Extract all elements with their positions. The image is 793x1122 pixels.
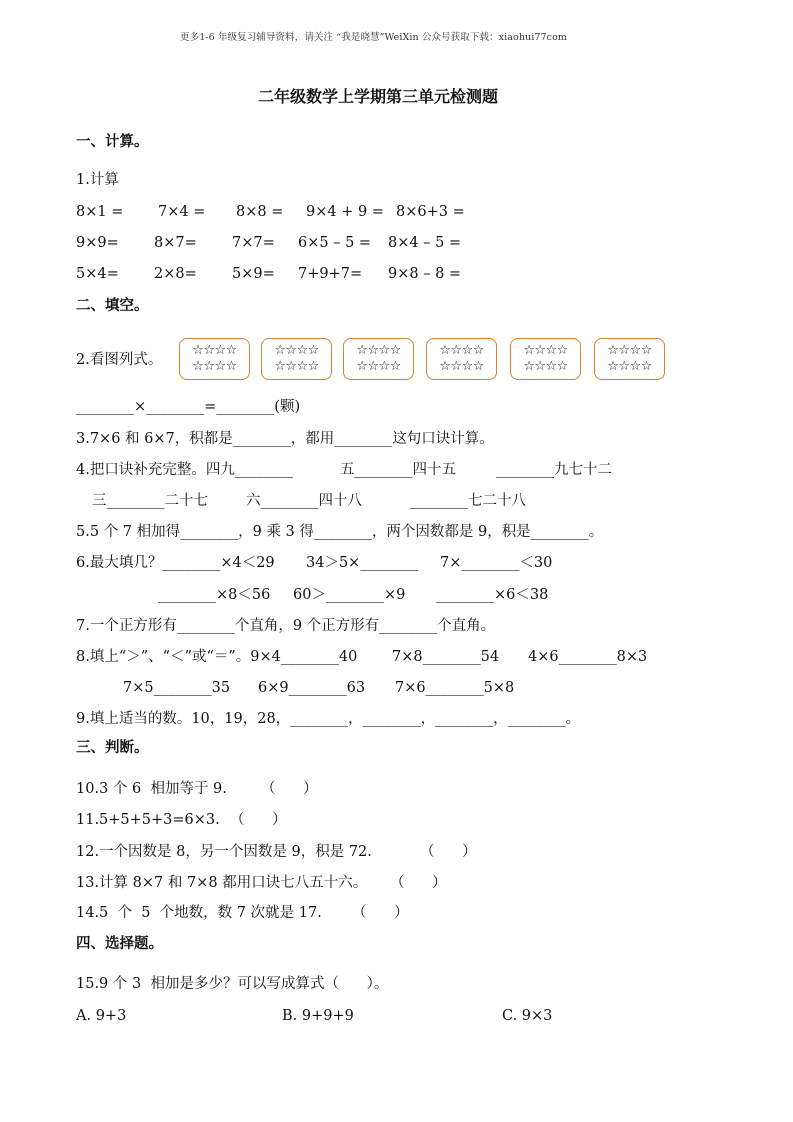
q9: 9.填上适当的数。10，19，28，________，________，________，________。 bbox=[76, 711, 581, 727]
judge-question: 10.3 个 6 相加等于 9. bbox=[76, 781, 227, 797]
answer-paren: （ ） bbox=[261, 781, 318, 797]
q1-item: 8×4 – 5 = bbox=[388, 235, 462, 251]
star-group bbox=[343, 338, 414, 380]
q1-item: 8×1 = bbox=[76, 204, 124, 220]
option-a: A. 9+3 bbox=[76, 1008, 127, 1024]
section-heading-calculation: 一、计算。 bbox=[76, 133, 149, 150]
star-group bbox=[594, 338, 665, 380]
q7: 7.一个正方形有________个直角，9 个正方形有________个直角。 bbox=[76, 618, 496, 634]
answer-paren: （ ） bbox=[352, 905, 409, 921]
q4-line-1 bbox=[0, 463, 793, 483]
q1-item: 8×7= bbox=[154, 235, 197, 251]
q8-item: 7×6________5×8 bbox=[395, 680, 515, 696]
judge-question: 14.5 个 5 个地数，数 7 次就是 17. bbox=[76, 905, 322, 921]
q8-item: 4×6________8×3 bbox=[528, 649, 648, 665]
star-group bbox=[179, 338, 250, 380]
q8-item: 6×9________63 bbox=[258, 680, 366, 696]
q1-item: 6×5 – 5 = bbox=[298, 235, 372, 251]
q6-item: 6.最大填几？________×4＜29 bbox=[76, 555, 275, 571]
q1-item: 9×9= bbox=[76, 235, 119, 251]
section-heading-multiple-choice: 四、选择题。 bbox=[76, 935, 163, 952]
q6-item: ________×8＜56 bbox=[158, 587, 271, 603]
q8-item: 7×8________54 bbox=[392, 649, 500, 665]
q6-item: 60＞________×9 bbox=[293, 587, 406, 603]
q6-item: ________×6＜38 bbox=[436, 587, 549, 603]
q6-item: 7×________＜30 bbox=[440, 555, 553, 571]
q8-item: 8.填上“＞”、“＜”或“＝”。9×4________40 bbox=[76, 649, 358, 665]
q2-label: 2.看图列式。 bbox=[76, 352, 163, 368]
judge-item bbox=[0, 782, 793, 802]
q1-item: 9×8 – 8 = bbox=[388, 266, 462, 282]
q3: 3.7×6 和 6×7，积都是________，都用________这句口诀计算。 bbox=[76, 431, 494, 447]
star-group bbox=[426, 338, 497, 380]
q6-line-2 bbox=[0, 588, 793, 608]
q1-row-2 bbox=[0, 236, 793, 256]
q8-line-1 bbox=[0, 650, 793, 670]
star-row: ☆☆☆☆ bbox=[274, 343, 319, 358]
star-row: ☆☆☆☆ bbox=[607, 343, 652, 358]
option-b: B. 9+9+9 bbox=[282, 1008, 354, 1024]
option-c: C. 9×3 bbox=[502, 1008, 553, 1024]
q4-item: 五________四十五 bbox=[340, 462, 456, 478]
q5: 5.5 个 7 相加得________，9 乘 3 得________，两个因数都是 9，积是________。 bbox=[76, 524, 604, 540]
star-row: ☆☆☆☆ bbox=[274, 359, 319, 374]
q1-row-1 bbox=[0, 205, 793, 225]
q4-line-2 bbox=[0, 494, 793, 514]
judge-item bbox=[0, 876, 793, 896]
judge-item bbox=[0, 845, 793, 865]
q15-options bbox=[0, 1009, 793, 1029]
q1-item: 2×8= bbox=[154, 266, 197, 282]
judge-item bbox=[0, 906, 793, 926]
section-heading-judgement: 三、判断。 bbox=[76, 739, 149, 756]
judge-item bbox=[0, 813, 793, 833]
page-title: 二年级数学上学期第三单元检测题 bbox=[258, 87, 499, 106]
star-row: ☆☆☆☆ bbox=[356, 343, 401, 358]
answer-paren: （ ） bbox=[390, 875, 447, 891]
q4-item: ________七二十八 bbox=[410, 493, 526, 509]
q6-line-1 bbox=[0, 556, 793, 576]
star-row: ☆☆☆☆ bbox=[192, 343, 237, 358]
q8-item: 7×5________35 bbox=[123, 680, 231, 696]
star-row: ☆☆☆☆ bbox=[607, 359, 652, 374]
q4-item: ________九七十二 bbox=[496, 462, 612, 478]
q1-row-3 bbox=[0, 267, 793, 287]
star-group bbox=[261, 338, 332, 380]
q2-answer-line: ________×________=________(颗) bbox=[76, 399, 301, 415]
star-group bbox=[510, 338, 581, 380]
answer-paren: （ ） bbox=[230, 812, 287, 828]
q1-label: 1.计算 bbox=[76, 172, 119, 188]
judge-question: 13.计算 8×7 和 7×8 都用口诀七八五十六。 bbox=[76, 875, 368, 891]
star-row: ☆☆☆☆ bbox=[439, 343, 484, 358]
q1-item: 8×6+3 = bbox=[396, 204, 465, 220]
q15-question: 15.9 个 3 相加是多少？可以写成算式（ ）。 bbox=[76, 976, 389, 992]
q6-item: 34＞5×________ bbox=[306, 555, 419, 571]
q1-item: 7×4 = bbox=[158, 204, 206, 220]
star-row: ☆☆☆☆ bbox=[523, 343, 568, 358]
q4-item: 六________四十八 bbox=[246, 493, 362, 509]
star-row: ☆☆☆☆ bbox=[356, 359, 401, 374]
q1-item: 7+9+7= bbox=[298, 266, 363, 282]
q1-item: 5×4= bbox=[76, 266, 119, 282]
q1-item: 5×9= bbox=[232, 266, 275, 282]
q4-item: 三________二十七 bbox=[92, 493, 208, 509]
q1-item: 8×8 = bbox=[236, 204, 284, 220]
judge-question: 12.一个因数是 8，另一个因数是 9，积是 72. bbox=[76, 844, 372, 860]
answer-paren: （ ） bbox=[420, 844, 477, 860]
star-row: ☆☆☆☆ bbox=[439, 359, 484, 374]
star-row: ☆☆☆☆ bbox=[192, 359, 237, 374]
q1-item: 9×4 + 9 = bbox=[306, 204, 384, 220]
q8-line-2 bbox=[0, 681, 793, 701]
header-note: 更多1-6 年级复习辅导资料，请关注 “我是晓慧”WeiXin 公众号获取下载：xiaohui77com bbox=[180, 32, 568, 43]
star-row: ☆☆☆☆ bbox=[523, 359, 568, 374]
q1-item: 7×7= bbox=[232, 235, 275, 251]
q4-item: 4.把口诀补充完整。四九________ bbox=[76, 462, 293, 478]
judge-question: 11.5+5+5+3=6×3. bbox=[76, 812, 220, 828]
section-heading-fill-blank: 二、填空。 bbox=[76, 297, 149, 314]
